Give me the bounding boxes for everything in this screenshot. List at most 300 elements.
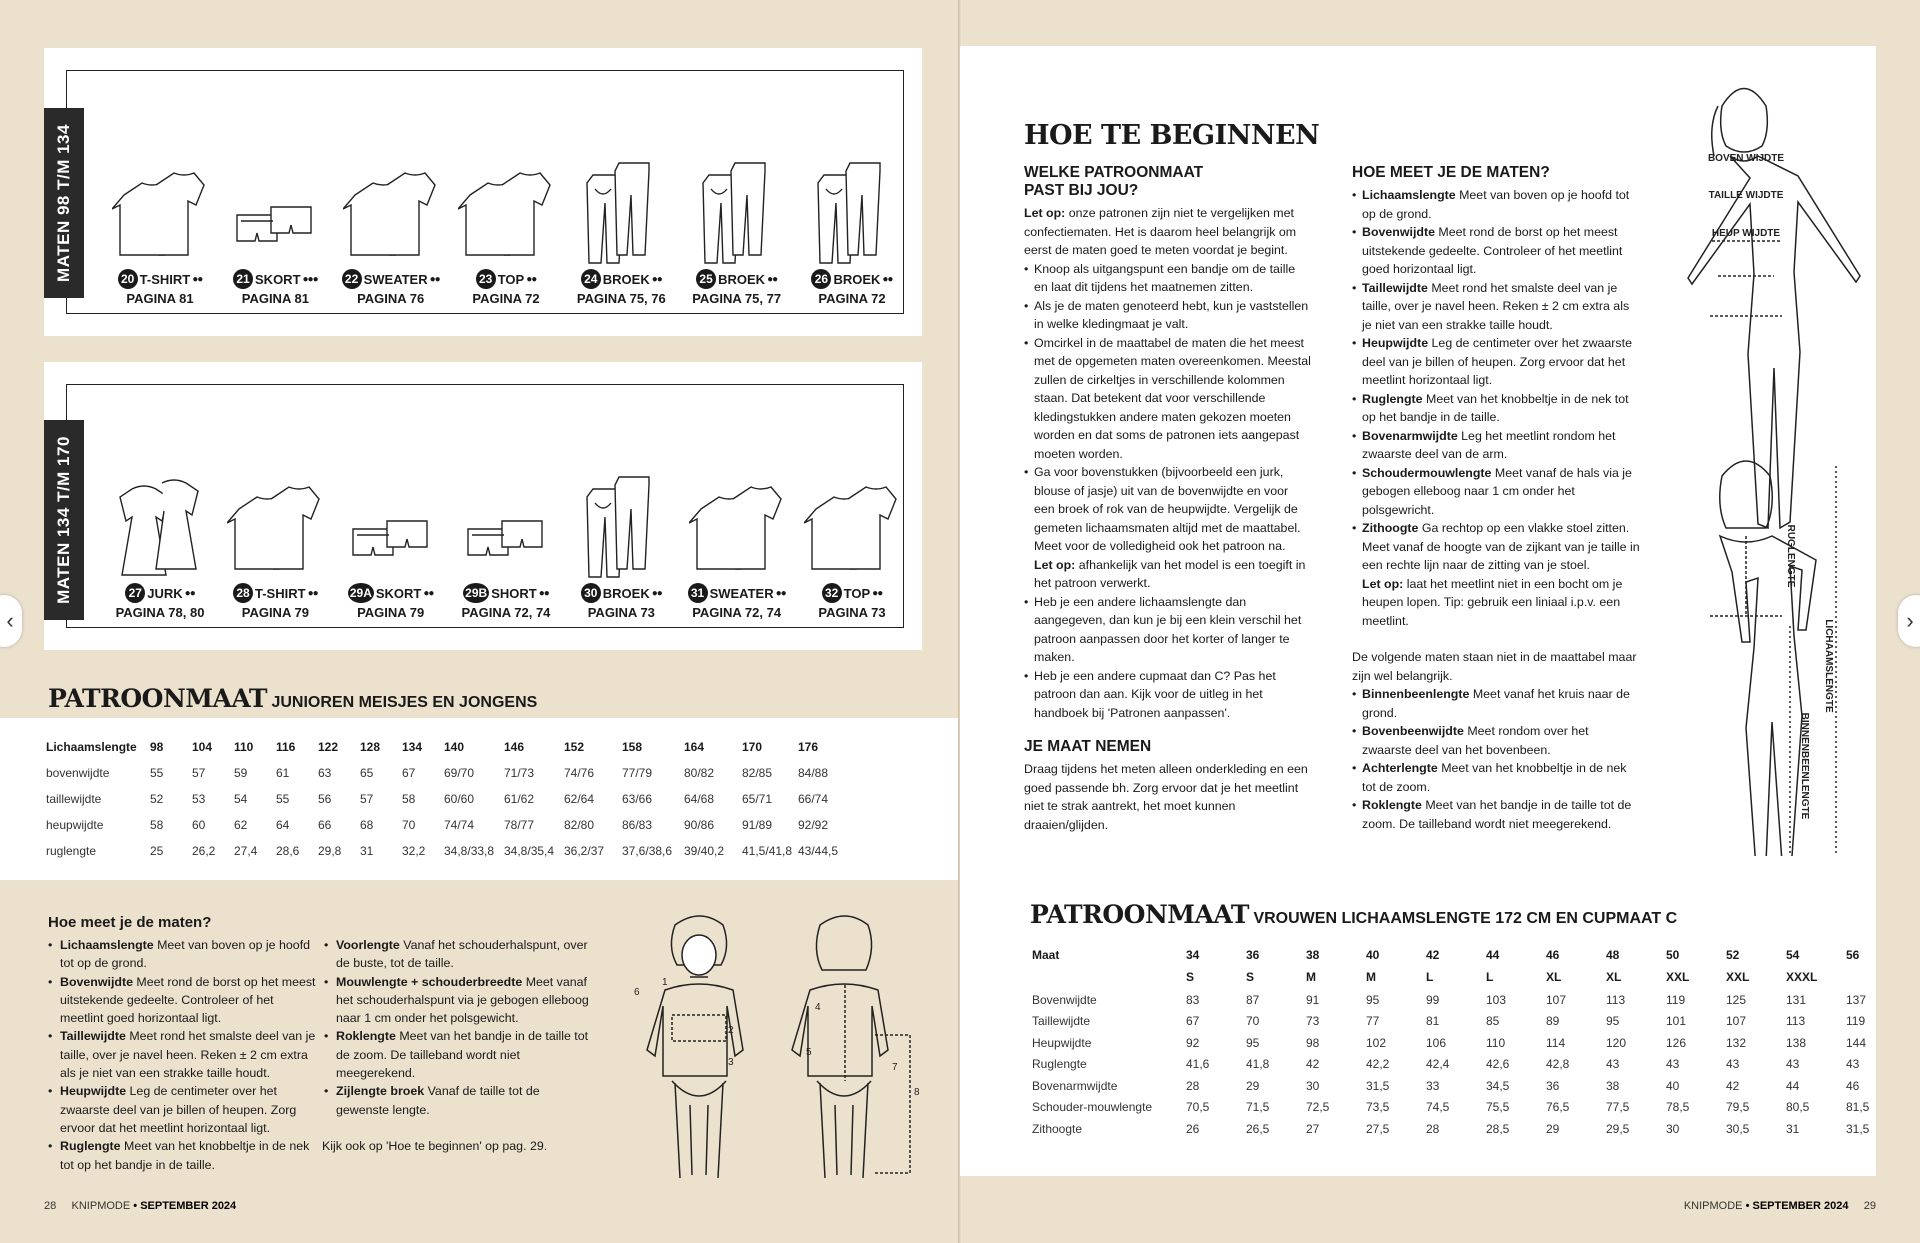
table-cell: 113 bbox=[1786, 1014, 1806, 1029]
sec1-note: Let op: afhankelijk van het model is een toegift in het patroon verwerkt. bbox=[1034, 557, 1306, 590]
table-cell: 28 bbox=[1426, 1121, 1440, 1136]
table-cell: 30 bbox=[1306, 1078, 1320, 1093]
table-cell: 55 bbox=[276, 792, 290, 806]
size-letter bbox=[1846, 965, 1886, 989]
table-cell: 60 bbox=[192, 818, 206, 832]
measure-label-7: 7 bbox=[892, 1062, 898, 1073]
table-cell: 80,5 bbox=[1786, 1100, 1810, 1115]
pattern-item bbox=[110, 469, 210, 620]
pattern-page: PAGINA 78, 80 bbox=[115, 605, 205, 620]
measure-label-2: 2 bbox=[728, 1025, 734, 1036]
table-cell: 119 bbox=[1846, 1014, 1866, 1029]
pattern-number-badge: 23 bbox=[476, 269, 496, 289]
list-item: • Ruglengte Meet van het knobbeltje in de nek tot op het bandje in de taille. bbox=[46, 1137, 316, 1174]
size-letter: M bbox=[1306, 970, 1316, 984]
women-figure-drawing bbox=[1640, 66, 1880, 856]
table-cell: Ruglengte bbox=[1032, 1057, 1087, 1072]
table-cell: 63 bbox=[318, 766, 332, 780]
measure-label-8: 8 bbox=[914, 1087, 920, 1098]
table-row bbox=[1032, 1075, 1886, 1097]
pattern-items bbox=[110, 88, 902, 306]
table-cell: 81,5 bbox=[1846, 1100, 1870, 1115]
table-cell: 43 bbox=[1786, 1057, 1800, 1072]
list-item: • Ruglengte Meet van het knobbeltje in de nek tot op het bandje in de taille. bbox=[1352, 390, 1640, 427]
table-cell: 32,2 bbox=[402, 844, 426, 858]
table-cell: 101 bbox=[1666, 1014, 1687, 1029]
women-table bbox=[1032, 944, 1886, 1140]
table-cell: 119 bbox=[1666, 992, 1686, 1007]
table-cell: 55 bbox=[150, 766, 164, 780]
table-cell: 64/68 bbox=[684, 792, 715, 806]
table-cell: 61/62 bbox=[504, 792, 535, 806]
pattern-number-badge: 29A bbox=[348, 583, 374, 603]
table-header-cell: 158 bbox=[622, 740, 643, 754]
table-cell: 62 bbox=[234, 818, 248, 832]
pattern-name: T-SHIRT bbox=[139, 271, 191, 287]
table-cell: 79,5 bbox=[1726, 1100, 1750, 1115]
difficulty-dots: ●● bbox=[429, 273, 440, 285]
table-cell: 42,8 bbox=[1546, 1057, 1570, 1072]
pattern-number-badge: 30 bbox=[581, 583, 601, 603]
table-cell: 29 bbox=[1546, 1121, 1560, 1136]
list-item: • Schoudermouwlengte Meet vanaf de hals via je gebogen elleboog naar 1 cm onder het polsgewricht. bbox=[1352, 464, 1640, 520]
measure-label-1: 1 bbox=[662, 977, 668, 988]
size-range-label: MATEN 134 T/M 170 bbox=[54, 436, 73, 604]
table-header-cell: 164 bbox=[684, 740, 705, 754]
garment-drawing-icon bbox=[573, 155, 669, 265]
pattern-name: SHORT bbox=[491, 585, 537, 601]
kids-size-table bbox=[0, 718, 958, 880]
magazine-name: KNIPMODE bbox=[1683, 1200, 1743, 1212]
pattern-name: JURK bbox=[147, 585, 183, 601]
garment-drawing-icon bbox=[689, 469, 785, 579]
list-item: • Roklengte Meet van het bandje in de taille tot de zoom. De tailleband wordt niet meegerekend. bbox=[322, 1027, 592, 1082]
table-header-cell: 128 bbox=[360, 740, 381, 754]
list-item: • Als je de maten genoteerd hebt, kun je vaststellen in welke kledingmaat je valt. bbox=[1024, 297, 1312, 334]
table-cell: 54 bbox=[234, 792, 248, 806]
table-cell: 84/88 bbox=[798, 766, 829, 780]
table-cell: 91 bbox=[1306, 992, 1320, 1007]
table-cell: 76,5 bbox=[1546, 1100, 1570, 1115]
list-item: • Binnenbeenlengte Meet vanaf het kruis naar de grond. bbox=[1352, 685, 1640, 722]
list-item: • Ga voor bovenstukken (bijvoorbeeld een jurk, blouse of jasje) uit van de bovenwijdte en voor een broek of rok van de heupwijdte. Vergelijk de gemeten lichaamsmaten altijd met de maattabel. Meet voor de volledigheid ook het patroon na. bbox=[1024, 463, 1312, 556]
table-cell: 137 bbox=[1846, 992, 1867, 1007]
table-cell: heupwijdte bbox=[46, 818, 104, 832]
table-cell: 61 bbox=[276, 766, 290, 780]
pattern-number-badge: 25 bbox=[696, 269, 716, 289]
pattern-number-badge: 24 bbox=[581, 269, 601, 289]
table-cell: 62/64 bbox=[564, 792, 595, 806]
size-letter: L bbox=[1426, 970, 1434, 984]
table-cell: 113 bbox=[1606, 992, 1626, 1007]
table-cell: 73 bbox=[1306, 1014, 1320, 1029]
table-cell: 53 bbox=[192, 792, 206, 806]
table-cell: 59 bbox=[234, 766, 248, 780]
table-cell: 89 bbox=[1546, 1014, 1560, 1029]
table-cell: 82/85 bbox=[742, 766, 773, 780]
table-cell: 73,5 bbox=[1366, 1100, 1390, 1115]
table-subtitle: JUNIOREN MEISJES EN JONGENS bbox=[271, 694, 538, 711]
pattern-page: PAGINA 81 bbox=[241, 291, 309, 306]
pattern-name: SKORT bbox=[255, 271, 301, 287]
figure-label-rug: RUGLENGTE bbox=[1785, 524, 1796, 588]
table-cell: 71/73 bbox=[504, 766, 535, 780]
table-cell: 42,2 bbox=[1366, 1057, 1390, 1072]
pattern-name: SKORT bbox=[375, 585, 422, 601]
issue-date: • SEPTEMBER 2024 bbox=[133, 1200, 237, 1212]
table-cell: 37,6/38,6 bbox=[622, 844, 673, 858]
women-table-heading bbox=[1030, 900, 1677, 929]
pattern-page: PAGINA 75, 76 bbox=[576, 291, 666, 306]
difficulty-dots: ●● bbox=[423, 587, 434, 599]
table-cell: 57 bbox=[360, 792, 374, 806]
pattern-name: T-SHIRT bbox=[255, 585, 306, 601]
table-header-cell: 48 bbox=[1606, 947, 1620, 962]
footer-right bbox=[1684, 1200, 1876, 1212]
pattern-panel-98-134 bbox=[44, 48, 922, 336]
table-cell: 66 bbox=[318, 818, 332, 832]
list-item: • Voorlengte Vanaf het schouderhalspunt, over de buste, tot de taille. bbox=[322, 936, 592, 973]
table-cell: 81 bbox=[1426, 1014, 1440, 1029]
pattern-page: PAGINA 72, 74 bbox=[692, 605, 782, 620]
pattern-item bbox=[225, 155, 325, 306]
pattern-item bbox=[456, 155, 556, 306]
measure-label-6: 6 bbox=[634, 987, 640, 998]
difficulty-dots: ●● bbox=[767, 273, 778, 285]
measure-label-4: 4 bbox=[815, 1002, 821, 1013]
table-cell: 66/74 bbox=[798, 792, 829, 806]
garment-drawing-icon bbox=[458, 155, 554, 265]
pattern-page: PAGINA 72, 74 bbox=[461, 605, 551, 620]
section-title: WELKE PATROONMAAT PAST BIJ JOU? bbox=[1024, 164, 1204, 199]
table-cell: 77,5 bbox=[1606, 1100, 1630, 1115]
difficulty-dots: ●●● bbox=[302, 273, 318, 285]
pattern-number-badge: 20 bbox=[118, 269, 138, 289]
garment-drawing-icon bbox=[804, 469, 900, 579]
magazine-name: KNIPMODE bbox=[71, 1200, 131, 1212]
table-cell: 71,5 bbox=[1246, 1100, 1270, 1115]
page-title: HOE TE BEGINNEN bbox=[1024, 120, 1320, 151]
table-header-cell: Maat bbox=[1032, 947, 1060, 962]
sec2-text: Draag tijdens het meten alleen onderkleding en een goed passende bh. Zorg ervoor dat je het meetlint niet te strak aantrekt, het moet kunnen draaien/glijden. bbox=[1024, 762, 1308, 832]
table-subtitle: VROUWEN LICHAAMSLENGTE 172 CM EN CUPMAAT C bbox=[1253, 910, 1678, 927]
pattern-page: PAGINA 81 bbox=[126, 291, 194, 306]
table-cell: 25 bbox=[150, 844, 164, 858]
table-cell: 58 bbox=[150, 818, 164, 832]
pattern-item bbox=[456, 469, 556, 620]
intro: Let op: onze patronen zijn niet te vergelijken met confectiematen. Het is daarom heel belangrijk om eerst de maten goed te meten voordat je begint. bbox=[1024, 206, 1297, 257]
pattern-name: BROEK bbox=[602, 271, 650, 287]
table-header-cell: 116 bbox=[276, 740, 296, 754]
table-cell: 85 bbox=[1486, 1014, 1500, 1029]
table-cell: 78,5 bbox=[1666, 1100, 1690, 1115]
table-cell: 28,5 bbox=[1486, 1121, 1510, 1136]
table-header-cell: 110 bbox=[234, 740, 254, 754]
figure-label-lichaam: LICHAAMSLENGTE bbox=[1823, 619, 1834, 713]
difficulty-dots: ●● bbox=[872, 587, 883, 599]
table-cell: 41,6 bbox=[1186, 1057, 1210, 1072]
table-header-cell: 134 bbox=[402, 740, 423, 754]
table-cell: 77 bbox=[1366, 1014, 1380, 1029]
difficulty-dots: ●● bbox=[184, 587, 195, 599]
section-title: JE MAAT NEMEN bbox=[1024, 738, 1152, 755]
table-cell: 90/86 bbox=[684, 818, 715, 832]
table-cell: 77/79 bbox=[622, 766, 653, 780]
table-cell: 74/74 bbox=[444, 818, 475, 832]
table-header-cell: 54 bbox=[1786, 947, 1800, 962]
table-cell: 106 bbox=[1426, 1035, 1447, 1050]
garment-drawing-icon bbox=[227, 155, 323, 265]
pattern-name: BROEK bbox=[833, 271, 881, 287]
table-cell: 64 bbox=[276, 818, 290, 832]
pattern-name: TOP bbox=[497, 271, 525, 287]
table-cell: 57 bbox=[192, 766, 206, 780]
list-item: • Bovenarmwijdte Leg het meetlint rondom het zwaarste deel van de arm. bbox=[1352, 427, 1640, 464]
table-row bbox=[46, 760, 838, 786]
table-cell: Bovenarmwijdte bbox=[1032, 1078, 1118, 1093]
size-letter: XXXL bbox=[1786, 970, 1818, 984]
list-item: • Achterlengte Meet van het knobbeltje in de nek tot de zoom. bbox=[1352, 759, 1640, 796]
table-cell: 52 bbox=[150, 792, 164, 806]
list-item: • Heupwijdte Leg de centimeter over het zwaarste deel van je billen of heupen. Zorg ervoor dat het meetlint horizontaal ligt. bbox=[1352, 334, 1640, 390]
table-cell: 98 bbox=[1306, 1035, 1320, 1050]
list-item: • Omcirkel in de maattabel de maten die het meest met de opgemeten maten overeenkomen. Meestal zullen de cirkeltjes in verschillende kolommen staan. Dat betekent dat voor verschillende kledingstukken andere maten gekozen moeten worden en dat soms de patronen iets aangepast moeten worden. bbox=[1024, 334, 1312, 464]
pattern-number-badge: 32 bbox=[822, 583, 842, 603]
table-cell: 34,8/33,8 bbox=[444, 844, 495, 858]
table-cell: 132 bbox=[1726, 1035, 1747, 1050]
table-cell: 38 bbox=[1606, 1078, 1620, 1093]
table-cell: 27 bbox=[1306, 1121, 1320, 1136]
table-cell: 34,5 bbox=[1486, 1078, 1510, 1093]
figure-label-taille: TAILLE WIJDTE bbox=[1708, 190, 1784, 201]
table-cell: 125 bbox=[1726, 992, 1747, 1007]
pattern-number-badge: 29B bbox=[463, 583, 489, 603]
pattern-item bbox=[802, 469, 902, 620]
table-cell: 70,5 bbox=[1186, 1100, 1210, 1115]
prev-page-button[interactable] bbox=[0, 595, 22, 647]
pattern-item bbox=[687, 469, 787, 620]
table-row bbox=[1032, 1097, 1886, 1119]
pattern-page: PAGINA 79 bbox=[357, 605, 425, 620]
page-number: 28 bbox=[44, 1200, 57, 1212]
table-header-cell: 98 bbox=[150, 740, 164, 754]
difficulty-dots: ●● bbox=[192, 273, 203, 285]
measure-label-3: 3 bbox=[728, 1057, 734, 1068]
table-cell: 87 bbox=[1246, 992, 1260, 1007]
table-cell: Taillewijdte bbox=[1032, 1014, 1091, 1029]
list-item: • Bovenwijdte Meet rond de borst op het meest uitstekende gedeelte. Controleer of het meetlint goed horizontaal ligt. bbox=[46, 973, 316, 1028]
table-cell: 42,6 bbox=[1486, 1057, 1510, 1072]
table-cell: 36 bbox=[1546, 1078, 1560, 1093]
table-row bbox=[1032, 989, 1886, 1011]
table-cell: 26,2 bbox=[192, 844, 216, 858]
table-cell: 95 bbox=[1606, 1014, 1620, 1029]
table-header-cell: 122 bbox=[318, 740, 339, 754]
list-item: • Zijlengte broek Vanaf de taille tot de gewenste lengte. bbox=[322, 1082, 592, 1119]
pattern-item bbox=[225, 469, 325, 620]
list-item: • Heb je een andere cupmaat dan C? Pas het patroon dan aan. Kijk voor de uitleg in het handboek bij 'Patronen aanpassen'. bbox=[1024, 667, 1312, 723]
pattern-page: PAGINA 73 bbox=[818, 605, 886, 620]
pattern-name: SWEATER bbox=[363, 271, 428, 287]
table-header-cell: 50 bbox=[1666, 947, 1680, 962]
table-cell: 91/89 bbox=[742, 818, 773, 832]
table-header-cell: 44 bbox=[1486, 947, 1500, 962]
table-header-cell: 38 bbox=[1306, 947, 1320, 962]
table-cell: 74,5 bbox=[1426, 1100, 1450, 1115]
table-cell: 138 bbox=[1786, 1035, 1807, 1050]
pattern-page: PAGINA 79 bbox=[241, 605, 309, 620]
size-letter bbox=[1032, 965, 1186, 989]
table-cell: Zithoogte bbox=[1032, 1121, 1083, 1136]
table-cell: 107 bbox=[1726, 1014, 1747, 1029]
table-row bbox=[46, 812, 838, 838]
table-cell: 30,5 bbox=[1726, 1121, 1750, 1136]
table-cell: Schouder-mouwlengte bbox=[1032, 1100, 1153, 1115]
difficulty-dots: ●● bbox=[882, 273, 893, 285]
table-cell: 42,4 bbox=[1426, 1057, 1450, 1072]
difficulty-dots: ●● bbox=[651, 273, 662, 285]
table-cell: 27,5 bbox=[1366, 1121, 1390, 1136]
pattern-item bbox=[341, 469, 441, 620]
garment-drawing-icon bbox=[227, 469, 323, 579]
difficulty-dots: ●● bbox=[538, 587, 549, 599]
list-item: • Lichaamslengte Meet van boven op je hoofd tot op de grond. bbox=[1352, 186, 1640, 223]
table-cell: 63/66 bbox=[622, 792, 653, 806]
table-cell: 72,5 bbox=[1306, 1100, 1330, 1115]
table-header-cell: 56 bbox=[1846, 947, 1860, 962]
table-header-cell: 36 bbox=[1246, 947, 1260, 962]
table-header-cell: 152 bbox=[564, 740, 585, 754]
table-cell: 114 bbox=[1546, 1035, 1566, 1050]
table-header-cell: 146 bbox=[504, 740, 525, 754]
table-cell: 31 bbox=[1786, 1121, 1800, 1136]
size-letter: XXL bbox=[1726, 970, 1750, 984]
table-cell: taillewijdte bbox=[46, 792, 102, 806]
sec3-extra: De volgende maten staan niet in de maattabel maar zijn wel belangrijk. bbox=[1352, 650, 1637, 683]
table-cell: 28 bbox=[1186, 1078, 1200, 1093]
table-cell: 120 bbox=[1606, 1035, 1627, 1050]
table-cell: 26 bbox=[1186, 1121, 1200, 1136]
pattern-item bbox=[110, 155, 210, 306]
table-cell: 68 bbox=[360, 818, 374, 832]
table-cell: 26,5 bbox=[1246, 1121, 1270, 1136]
table-cell: 33 bbox=[1426, 1078, 1440, 1093]
table-cell: 92/92 bbox=[798, 818, 829, 832]
table-cell: 103 bbox=[1486, 992, 1507, 1007]
table-cell: bovenwijdte bbox=[46, 766, 110, 780]
table-cell: 28,6 bbox=[276, 844, 300, 858]
table-cell: 41,5/41,8 bbox=[742, 844, 793, 858]
table-row bbox=[1032, 1032, 1886, 1054]
table-cell: 43 bbox=[1606, 1057, 1620, 1072]
table-cell: 42 bbox=[1306, 1057, 1320, 1072]
table-cell: 41,8 bbox=[1246, 1057, 1270, 1072]
kids-table bbox=[46, 734, 838, 864]
pattern-page: PAGINA 73 bbox=[587, 605, 655, 620]
table-cell: 27,4 bbox=[234, 844, 258, 858]
table-header-cell: 176 bbox=[798, 740, 819, 754]
table-row bbox=[1032, 1011, 1886, 1033]
section-title: HOE MEET JE DE MATEN? bbox=[1352, 164, 1550, 181]
table-cell: Heupwijdte bbox=[1032, 1035, 1092, 1050]
difficulty-dots: ●● bbox=[307, 587, 318, 599]
table-cell: 56 bbox=[318, 792, 332, 806]
figure-label-binnen: BINNENBEENLENGTE bbox=[1799, 712, 1810, 820]
list-item: • Bovenbeenwijdte Meet rondom over het zwaarste deel van het bovenbeen. bbox=[1352, 722, 1640, 759]
pattern-items bbox=[110, 402, 902, 620]
table-cell: 60/60 bbox=[444, 792, 475, 806]
size-letter: S bbox=[1186, 970, 1195, 984]
list-item: • Knoop als uitgangspunt een bandje om de taille en laat dit tijdens het maatnemen zitten. bbox=[1024, 260, 1312, 297]
table-header-cell: 104 bbox=[192, 740, 213, 754]
difficulty-dots: ●● bbox=[651, 587, 662, 599]
table-cell: 110 bbox=[1486, 1035, 1506, 1050]
pattern-number-badge: 28 bbox=[233, 583, 253, 603]
table-cell: 99 bbox=[1426, 992, 1440, 1007]
table-row bbox=[1032, 1054, 1886, 1076]
table-cell: 102 bbox=[1366, 1035, 1387, 1050]
kids-figure-drawing bbox=[620, 905, 930, 1185]
pattern-number-badge: 22 bbox=[342, 269, 362, 289]
pattern-panel-134-170 bbox=[44, 362, 922, 650]
pattern-page: PAGINA 72 bbox=[472, 291, 540, 306]
list-item: • Lichaamslengte Meet van boven op je hoofd tot op de grond. bbox=[46, 936, 316, 973]
table-cell: 31,5 bbox=[1846, 1121, 1870, 1136]
table-cell: 44 bbox=[1786, 1078, 1800, 1093]
kids-measure-title: Hoe meet je de maten? bbox=[48, 914, 212, 931]
garment-drawing-icon bbox=[112, 469, 208, 579]
page-number: 29 bbox=[1863, 1200, 1876, 1212]
table-cell: 31,5 bbox=[1366, 1078, 1390, 1093]
table-cell: 82/80 bbox=[564, 818, 595, 832]
sec3-note: Let op: laat het meetlint niet in een bocht om je heupen lopen. Tip: gebruik een liniaal i.p.v. een meetlint. bbox=[1362, 576, 1623, 628]
next-page-button[interactable] bbox=[1898, 595, 1920, 647]
figure-label-boven: BOVEN WIJDTE bbox=[1707, 153, 1785, 164]
table-cell: 83 bbox=[1186, 992, 1200, 1007]
garment-drawing-icon bbox=[804, 155, 900, 265]
table-cell: 144 bbox=[1846, 1035, 1867, 1050]
table-cell: 31 bbox=[360, 844, 374, 858]
garment-drawing-icon bbox=[112, 155, 208, 265]
difficulty-dots: ●● bbox=[775, 587, 786, 599]
footer-left bbox=[44, 1200, 236, 1212]
table-cell: 67 bbox=[402, 766, 416, 780]
size-letter: L bbox=[1486, 970, 1494, 984]
garment-drawing-icon bbox=[343, 469, 439, 579]
pattern-item bbox=[687, 155, 787, 306]
table-cell: 43/44,5 bbox=[798, 844, 839, 858]
list-item: • Mouwlengte + schouderbreedte Meet vanaf het schouderhalspunt via je gebogen elleboog naar 1 cm onder het polsgewicht. bbox=[322, 973, 592, 1028]
pattern-number-badge: 31 bbox=[688, 583, 708, 603]
table-title: PATROONMAAT bbox=[48, 684, 267, 713]
size-range-band bbox=[44, 108, 84, 298]
table-cell: 95 bbox=[1366, 992, 1380, 1007]
table-cell: 43 bbox=[1846, 1057, 1860, 1072]
table-cell: Bovenwijdte bbox=[1032, 992, 1097, 1007]
pattern-item bbox=[571, 155, 671, 306]
table-cell: 80/82 bbox=[684, 766, 715, 780]
table-cell: 39/40,2 bbox=[684, 844, 725, 858]
pattern-item bbox=[802, 155, 902, 306]
table-cell: 131 bbox=[1786, 992, 1807, 1007]
garment-drawing-icon bbox=[689, 155, 785, 265]
table-cell: 40 bbox=[1666, 1078, 1680, 1093]
chevron-right-icon: › bbox=[1906, 608, 1914, 633]
list-item: • Heb je een andere lichaamslengte dan aangegeven, dan kun je bij een klein verschil het patroon aanpassen door het korter of langer te maken. bbox=[1024, 593, 1312, 667]
garment-drawing-icon bbox=[458, 469, 554, 579]
table-cell: 107 bbox=[1546, 992, 1567, 1007]
table-cell: 75,5 bbox=[1486, 1100, 1510, 1115]
